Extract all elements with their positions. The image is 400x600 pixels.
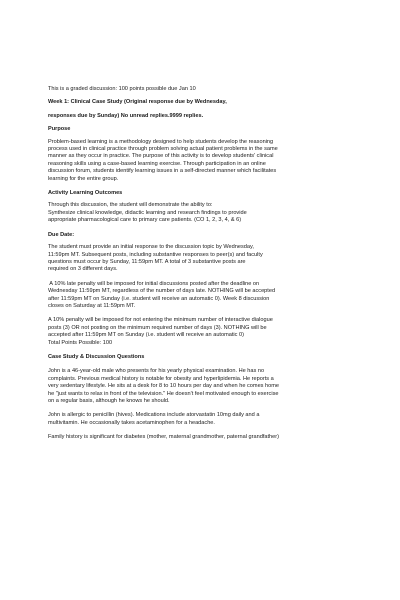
posting-penalty-line: A 10% penalty will be imposed for not entering the minimum number of interactive dialogue — [48, 317, 273, 324]
case-study-line: Family history is significant for diabetes (mother, maternal grandmother, paternal grandfather) — [48, 434, 280, 441]
purpose-line: discussion forum, students identify learning issues in a self-directed manner which facilitates — [48, 168, 277, 175]
outcomes-heading: Activity Learning Outcomes — [48, 190, 123, 197]
due-date-line: required on 3 different days. — [48, 266, 118, 273]
posting-penalty-line: posts (3) OR not posting on the minimum required number of days (3). NOTHING will be — [48, 324, 267, 331]
total-points-line: Total Points Possible: 100 — [48, 339, 113, 346]
outcomes-line: Synthesize clinical knowledge, didactic learning and research findings to provide — [48, 209, 247, 216]
outcomes-line: appropriate pharmacological care to primary care patients. (CO 1, 2, 3, 4, & 6) — [48, 217, 242, 224]
week-title-line-2: responses due by Sunday) No unread replies.9999 replies. — [48, 112, 204, 119]
purpose-heading: Purpose — [48, 126, 71, 133]
week-title-line-1: Week 1: Clinical Case Study (Original response due by Wednesday, — [48, 99, 227, 106]
late-penalty-line: after 11:59pm MT on Sunday (i.e. student will receive an automatic 0). Week 8 discussion — [48, 295, 270, 302]
graded-discussion-note: This is a graded discussion: 100 points possible due Jan 10 — [48, 86, 196, 92]
case-study-paragraph-2 — [48, 412, 354, 427]
purpose-line: learning for the entire group. — [48, 175, 119, 182]
case-study-line: he "just wants to relax in front of the television." He doesn't feel motivated enough to exercise — [48, 390, 279, 397]
posting-penalty-paragraph — [48, 317, 354, 347]
case-study-line: multivitamin. He occasionally takes acetaminophen for a headache. — [48, 419, 215, 426]
case-study-line: complaints. Previous medical history is notable for obesity and hyperlipidemia. He reports a — [48, 375, 274, 382]
case-study-line: John is a 46-year-old male who presents for his yearly physical examination. He has no — [48, 368, 265, 375]
case-study-paragraph-1 — [48, 368, 354, 405]
case-study-heading: Case Study & Discussion Questions — [48, 353, 145, 360]
case-study-line: John is allergic to penicillin (hives). Medications include atorvastatin 10mg daily and a — [48, 412, 260, 419]
purpose-line: manner as they occur in practice. The purpose of this activity is to develop students' clinical — [48, 153, 274, 160]
case-study-line: on a regular basis, although he knows he should. — [48, 398, 170, 404]
purpose-line: Problem-based learning is a methodology designed to help students develop the reasoning — [48, 138, 274, 145]
case-study-line: very sedentary lifestyle. He sits at a desk for 8 to 10 hours per day and when he comes home — [48, 383, 280, 390]
late-penalty-line: closes on Saturday at 11:59pm MT. — [48, 302, 136, 309]
posting-penalty-line: accepted after 11:59pm MT on Sunday (i.e. student will receive an automatic 0) — [48, 332, 244, 339]
outcomes-line: Through this discussion, the student will demonstrate the ability to: — [48, 202, 213, 209]
due-date-paragraph-1 — [48, 244, 354, 274]
due-date-line: The student must provide an initial response to the discussion topic by Wednesday, — [48, 244, 254, 251]
due-date-line: questions must occur by Sunday, 11:59pm MT. A total of 3 substantive posts are — [48, 258, 246, 265]
outcomes-paragraph — [48, 202, 354, 224]
late-penalty-line: Wednesday 11:59pm MT, regardless of the number of days late. NOTHING will be accepted — [48, 288, 276, 295]
late-penalty-line: A 10% late penalty will be imposed for initial discussions posted after the deadline on — [48, 280, 260, 287]
purpose-paragraph — [48, 139, 354, 183]
due-date-line: 11:59pm MT. Subsequent posts, including substantive responses to peer(s) and faculty — [48, 251, 263, 258]
due-date-heading: Due Date: — [48, 231, 75, 238]
late-penalty-paragraph — [48, 281, 354, 311]
purpose-line: reasoning skills using a case-based learning exercise. Through participation in an online — [48, 160, 266, 167]
case-study-paragraph-3 — [48, 434, 354, 441]
document-page — [48, 86, 354, 442]
purpose-line: process used in clinical practice through problem solving actual patient problems in the same — [48, 146, 278, 153]
